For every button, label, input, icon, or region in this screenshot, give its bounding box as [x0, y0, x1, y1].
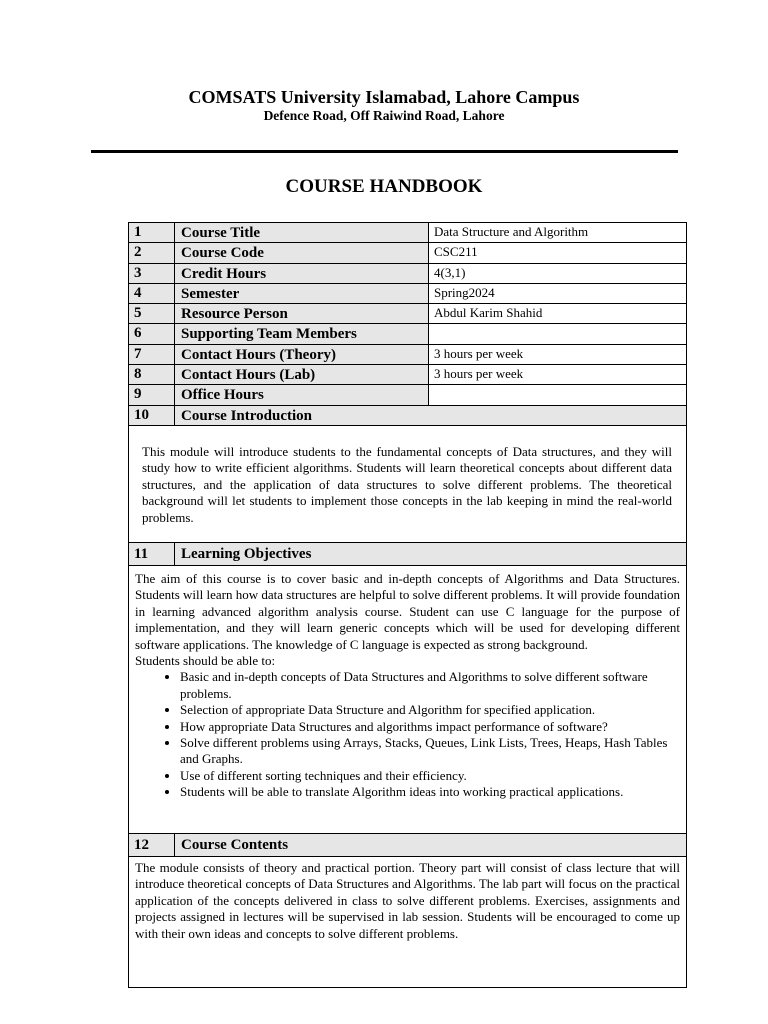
- row-label: Course Contents: [175, 834, 686, 856]
- row-number: 3: [129, 264, 175, 283]
- row-value: CSC211: [434, 244, 478, 260]
- section-header-objectives: [128, 542, 687, 565]
- row-value: Abdul Karim Shahid: [434, 305, 543, 321]
- list-item: • Selection of appropriate Data Structure and Algorithm for specified application.: [180, 702, 680, 718]
- row-value: Data Structure and Algorithm: [434, 224, 589, 239]
- table-row: [128, 384, 687, 404]
- table-row: [128, 323, 687, 343]
- course-info-table: [128, 222, 687, 988]
- row-label: Course Introduction: [175, 406, 686, 425]
- header-divider: [91, 150, 678, 153]
- row-value: [429, 385, 686, 404]
- table-row: [128, 263, 687, 283]
- objectives-body: [128, 565, 687, 833]
- table-row: [128, 242, 687, 262]
- row-number: 7: [129, 345, 175, 364]
- row-value: 3 hours per week: [434, 345, 524, 361]
- list-item: • Solve different problems using Arrays, Stacks, Queues, Link Lists, Trees, Heaps, Hash Tables and Graphs.: [180, 735, 680, 768]
- list-item: • Students will be able to translate Algorithm ideas into working practical applications.: [180, 784, 680, 800]
- objectives-lead: Students should be able to:: [135, 653, 276, 668]
- row-label: Course Title: [175, 223, 429, 242]
- list-item: • How appropriate Data Structures and algorithms impact performance of software?: [180, 719, 680, 735]
- row-number: 11: [129, 543, 175, 565]
- row-number: 1: [129, 223, 175, 242]
- row-label: Learning Objectives: [175, 543, 686, 565]
- row-label: Office Hours: [175, 385, 429, 404]
- row-number: 9: [129, 385, 175, 404]
- table-row: [128, 283, 687, 303]
- table-row: [128, 303, 687, 323]
- contents-text: The module consists of theory and practical portion. Theory part will consist of class lecture that will introduce theoretical concepts of Data Structures and Algorithms. The lab part will focus on the practical application of the concepts delivered in class to solve different problems. Exercises, assignments and projects assigned in lectures will be supervised in lab session. Students will be encouraged to come up with their own ideas and concepts to solve different problems.: [135, 859, 680, 941]
- row-number: 8: [129, 365, 175, 384]
- row-label: Credit Hours: [175, 264, 429, 283]
- row-number: 5: [129, 304, 175, 323]
- row-label: Course Code: [175, 243, 429, 262]
- row-number: 4: [129, 284, 175, 303]
- row-label: Supporting Team Members: [175, 324, 429, 343]
- contents-body: [128, 856, 687, 988]
- objectives-text: The aim of this course is to cover basic and in-depth concepts of Algorithms and Data Structures. Students will learn how data structures are helpful to solve different problems. It will provide foundation in learning advanced algorithm analysis course. Student can use C language for the purpose of implementation, and they will learn generic concepts which will be used for developing different software applications. The knowledge of C language is expected as strong background.: [135, 570, 680, 652]
- row-number: 12: [129, 834, 175, 856]
- list-item: • Use of different sorting techniques and their efficiency.: [180, 768, 680, 784]
- row-value: 4(3,1): [434, 264, 466, 280]
- row-label: Contact Hours (Theory): [175, 345, 429, 364]
- row-label: Resource Person: [175, 304, 429, 323]
- row-number: 2: [129, 243, 175, 262]
- objectives-list: [135, 669, 680, 800]
- table-row: [128, 364, 687, 384]
- section-header-contents: [128, 833, 687, 856]
- introduction-text: This module will introduce students to the fundamental concepts of Data structures, and they will study how to write efficient algorithms. Students will learn theoretical concepts about different data structures, and the application of data structures to solve different problems. The theoretical background will let students to implement those concepts in the lab keeping in mind the real-world problems.: [142, 443, 672, 525]
- row-value: 3 hours per week: [434, 366, 524, 382]
- document-title: COURSE HANDBOOK: [285, 176, 483, 197]
- row-number: 6: [129, 324, 175, 343]
- table-row: [128, 344, 687, 364]
- row-number: 10: [129, 406, 175, 425]
- row-label: Semester: [175, 284, 429, 303]
- table-row: [128, 222, 687, 242]
- row-label: Contact Hours (Lab): [175, 365, 429, 384]
- institution-address: Defence Road, Off Raiwind Road, Lahore: [263, 108, 505, 123]
- list-item: • Basic and in-depth concepts of Data Structures and Algorithms to solve different software problems.: [180, 669, 680, 702]
- row-value: [429, 324, 686, 343]
- section-header-introduction: [128, 405, 687, 425]
- introduction-body: [128, 425, 687, 542]
- row-value: Spring2024: [434, 284, 495, 300]
- institution-name: COMSATS University Islamabad, Lahore Campus: [188, 87, 580, 107]
